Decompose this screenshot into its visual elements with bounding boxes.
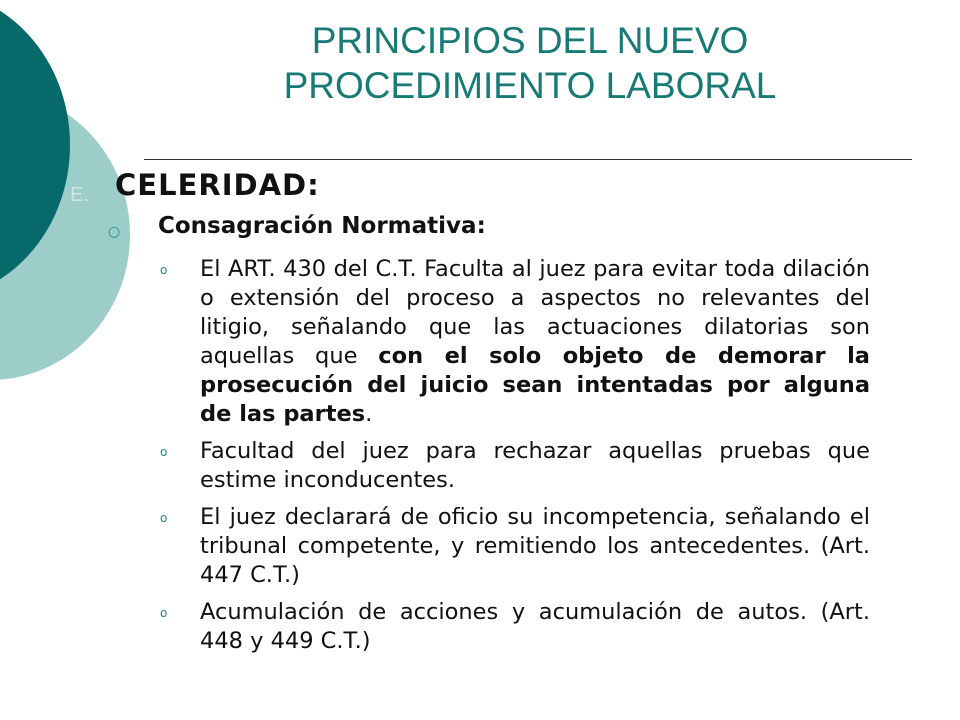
item-text: El ART. 430 del C.T. Faculta al juez para evitar toda dilación o extensión del proceso a aspectos no relevantes del litigio, señalando que las actuaciones dilatorias son aquellas que <box>200 256 870 369</box>
title-line-2: PROCEDIMIENTO LABORAL <box>283 65 777 106</box>
item-text: El juez declarará de oficio su incompetencia, señalando el tribunal competente, y remitiendo los antecedentes. (Art. 447 C.T.) <box>200 504 870 588</box>
bullet-list <box>160 255 870 664</box>
title-divider <box>144 159 912 160</box>
hollow-circle-icon: ○ <box>108 224 121 240</box>
item-text: Facultad del juez para rechazar aquellas pruebas que estime inconducentes. <box>200 438 870 493</box>
slide-title <box>140 18 920 108</box>
list-item <box>160 437 870 495</box>
subheading: Consagración Normativa: <box>158 213 486 239</box>
section-heading: CELERIDAD: <box>115 168 320 202</box>
section-marker: E. <box>70 184 89 206</box>
item-text-end: . <box>365 401 373 427</box>
small-o-icon: o <box>160 263 168 277</box>
title-line-1: PRINCIPIOS DEL NUEVO <box>311 20 749 61</box>
small-o-icon: o <box>160 445 168 459</box>
small-o-icon: o <box>160 511 168 525</box>
small-o-icon: o <box>160 606 168 620</box>
list-item <box>160 598 870 656</box>
list-item <box>160 503 870 590</box>
item-bold-text: con el solo objeto de demorar la prosecución del juicio sean intentadas por alguna de las partes <box>200 343 870 427</box>
list-item <box>160 255 870 429</box>
item-text: Acumulación de acciones y acumulación de autos. (Art. 448 y 449 C.T.) <box>200 599 870 654</box>
